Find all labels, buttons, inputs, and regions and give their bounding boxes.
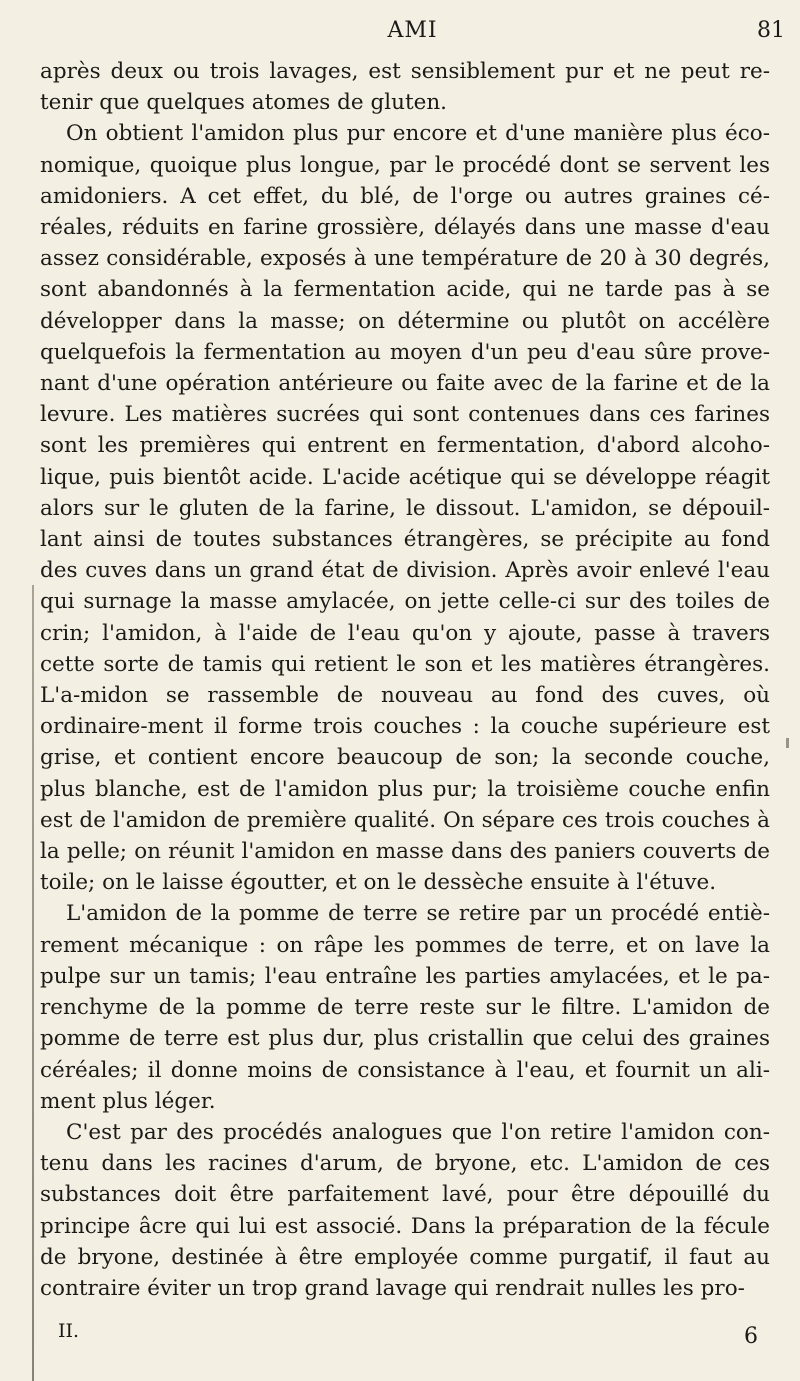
signature-number: 6 xyxy=(744,1324,758,1349)
paragraph: On obtient l'amidon plus pur encore et d'une manière plus éco-nomique, quoique plus longue, par le procédé dont se servent les amidoniers. A cet effet, du blé, de l'orge ou autres graines cé-réales, réduits en farine grossière, délayés dans une masse d'eau assez considérable, exposés à une température de 20 à 30 degrés, sont abandonnés à la fermentation acide, qui ne tarde pas à se développer dans la masse; on détermine ou plutôt on accélère quelquefois la fermentation au moyen d'un peu d'eau sûre prove-nant d'une opération antérieure ou faite avec de la farine et de la levure. Les matières sucrées qui sont contenues dans ces farines sont les premières qui entrent en fermentation, d'abord alcoho-lique, puis bientôt acide. L'acide acétique qui se développe réagit alors sur le gluten de la farine, le dissout. L'amidon, se dépouil-lant ainsi de toutes substances étrangères, se précipite au fond des cuves dans un grand état de division. Après avoir enlevé l'eau qui surnage la masse amylacée, on jette celle-ci sur des toiles de crin; l'amidon, à l'aide de l'eau qu'on y ajoute, passe à travers cette sorte de tamis qui retient le son et les matières étrangères. L'a-midon se rassemble de nouveau au fond des cuves, où ordinaire-ment il forme trois couches : la couche supérieure est grise, et contient encore beaucoup de son; la seconde couche, plus blanche, est de l'amidon plus pur; la troisième couche enfin est de l'amidon de première qualité. On sépare ces trois couches à la pelle; on réunit l'amidon en masse dans des paniers couverts de toile; on le laisse égoutter, et on le dessèche ensuite à l'étuve. xyxy=(40,121,770,896)
page-edge-mark xyxy=(786,738,789,748)
page-footer xyxy=(40,1320,770,1360)
paragraph: après deux ou trois lavages, est sensiblement pur et ne peut re-tenir que quelques atomes de gluten. xyxy=(40,59,770,116)
signature-mark: II. xyxy=(58,1320,80,1342)
body-text xyxy=(40,56,770,1304)
paragraph: C'est par des procédés analogues que l'on retire l'amidon con-tenu dans les racines d'arum, de bryone, etc. L'amidon de ces substances doit être parfaitement lavé, pour être dépouillé du principe âcre qui lui est associé. Dans la préparation de la fécule de bryone, destinée à être employée comme purgatif, il faut au contraire éviter un trop grand lavage qui rendrait nulles les pro- xyxy=(40,1119,770,1301)
page-number: 81 xyxy=(757,18,785,43)
binding-shadow-line xyxy=(32,585,34,1381)
page-header xyxy=(40,18,785,52)
running-head: AMI xyxy=(387,18,438,43)
paragraph: L'amidon de la pomme de terre se retire par un procédé entiè-rement mécanique : on râpe les pommes de terre, et on lave la pulpe sur un tamis; l'eau entraîne les parties amylacées, et le pa-renchyme de la pomme de terre reste sur le filtre. L'amidon de pomme de terre est plus dur, plus cristallin que celui des graines céréales; il donne moins de consistance à l'eau, et fournit un ali-ment plus léger. xyxy=(40,901,770,1114)
